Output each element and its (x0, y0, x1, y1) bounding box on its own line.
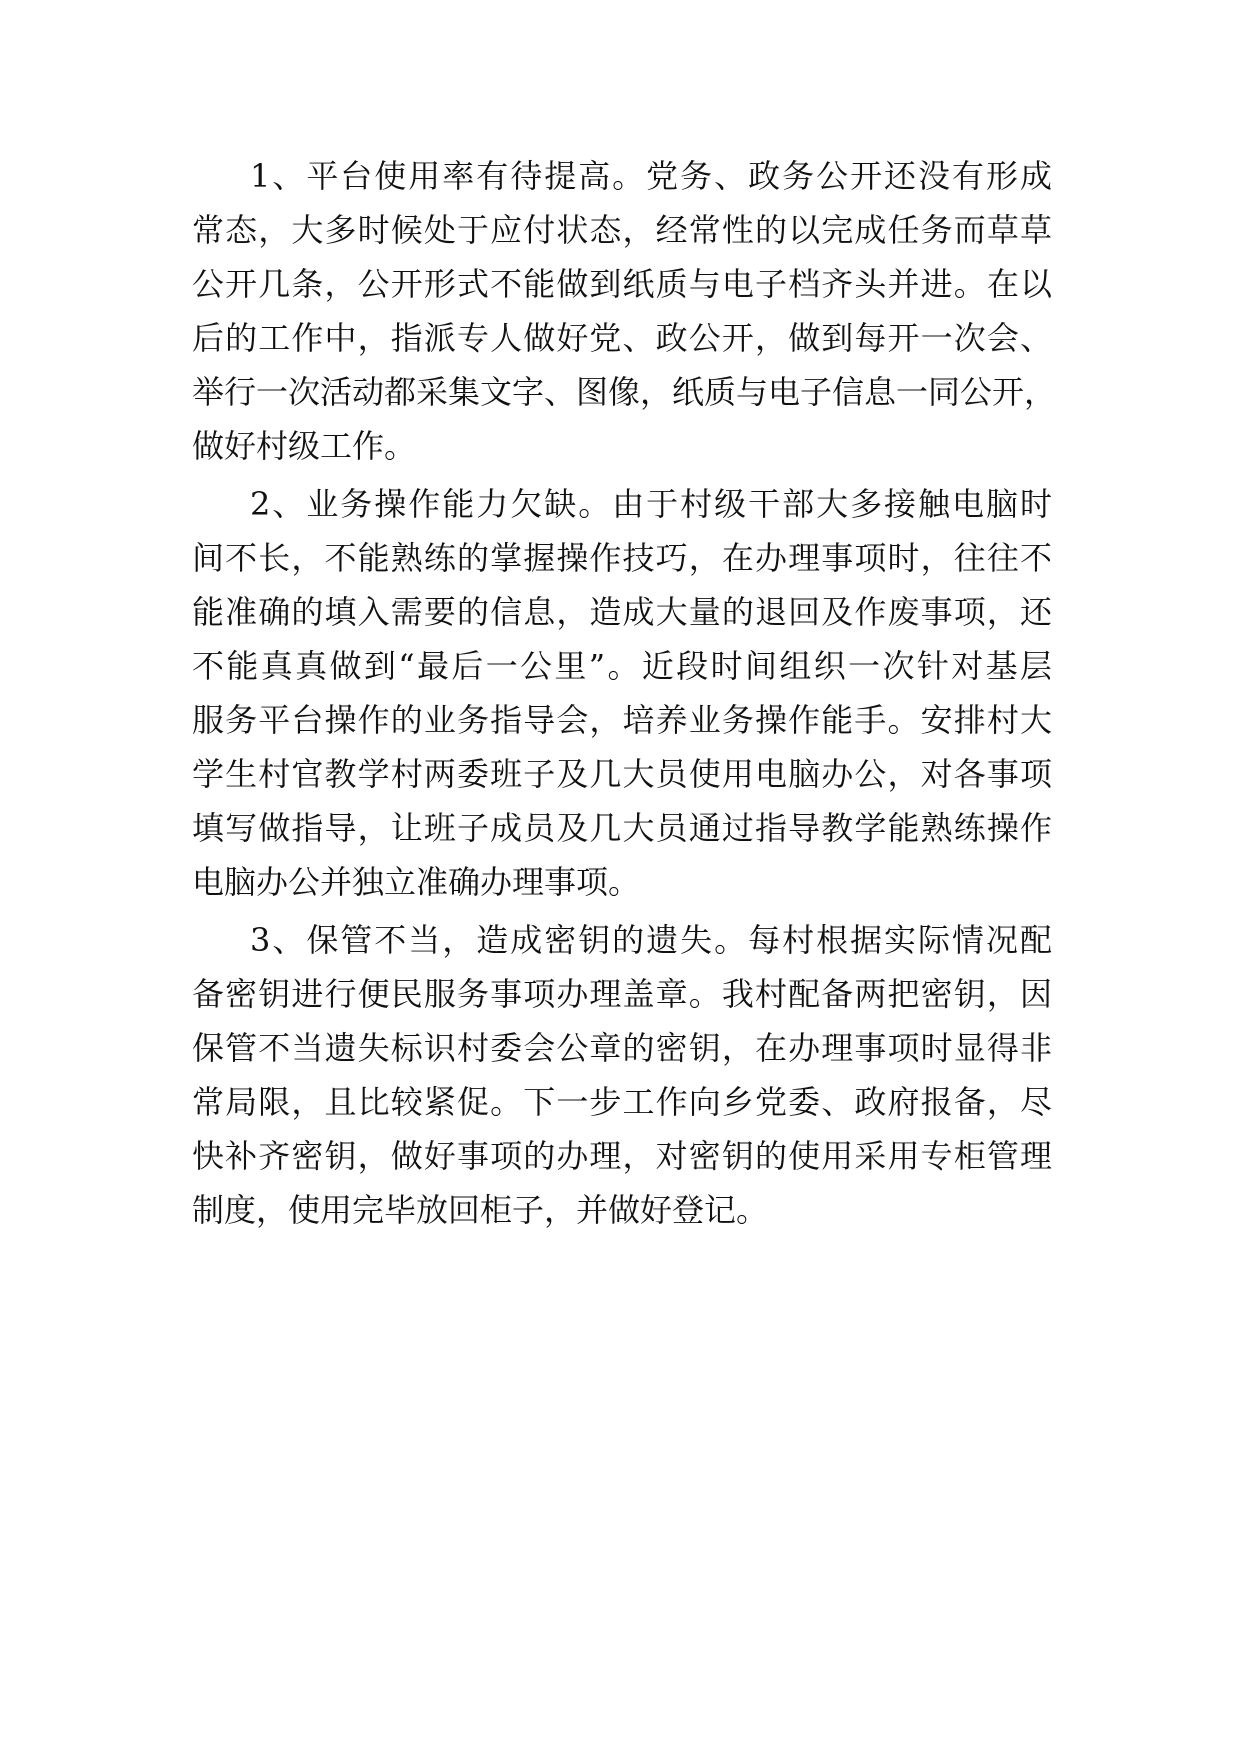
paragraph-3-line-6: 制度，使用完毕放回柜子，并做好登记。 (192, 1191, 769, 1229)
paragraph-1-line-5: 举行一次活动都采集文字、图像，纸质与电子信息一同公开， (192, 373, 1057, 411)
paragraph-2-line-5: 服务平台操作的业务指导会，培养业务操作能手。安排村大 (192, 701, 1052, 739)
paragraph-2-line-6: 学生村官教学村两委班子及几大员使用电脑办公，对各事项 (192, 755, 1052, 793)
paragraph-1-line-1: 1、平台使用率有待提高。党务、政务公开还没有形成 (250, 157, 1052, 195)
paragraph-2-line-4: 不能真真做到“最后一公里”。近段时间组织一次针对基层 (192, 647, 1052, 685)
paragraph-3-line-4: 常局限，且比较紧促。下一步工作向乡党委、政府报备，尽 (192, 1083, 1052, 1121)
paragraph-3-line-3: 保管不当遗失标识村委会公章的密钥，在办理事项时显得非 (192, 1029, 1052, 1067)
paragraph-1-line-3: 公开几条，公开形式不能做到纸质与电子档齐头并进。在以 (192, 265, 1052, 303)
paragraph-3-line-2: 备密钥进行便民服务事项办理盖章。我村配备两把密钥，因 (192, 975, 1052, 1013)
paragraph-1-line-6: 做好村级工作。 (192, 427, 417, 465)
paragraph-3-line-5: 快补齐密钥，做好事项的办理，对密钥的使用采用专柜管理 (192, 1137, 1052, 1175)
paragraph-2-line-8: 电脑办公并独立准确办理事项。 (192, 863, 641, 901)
paragraph-2-line-2: 间不长，不能熟练的掌握操作技巧，在办理事项时，往往不 (192, 539, 1052, 577)
paragraph-3-line-1: 3、保管不当，造成密钥的遗失。每村根据实际情况配 (250, 921, 1052, 959)
paragraph-2-line-3: 能准确的填入需要的信息，造成大量的退回及作废事项，还 (192, 593, 1052, 631)
paragraph-1-line-4: 后的工作中，指派专人做好党、政公开，做到每开一次会、 (192, 319, 1052, 357)
paragraph-1-line-2: 常态，大多时候处于应付状态，经常性的以完成任务而草草 (192, 211, 1052, 249)
paragraph-2-line-1: 2、业务操作能力欠缺。由于村级干部大多接触电脑时 (250, 485, 1052, 523)
paragraph-2-line-7: 填写做指导，让班子成员及几大员通过指导教学能熟练操作 (192, 809, 1052, 847)
